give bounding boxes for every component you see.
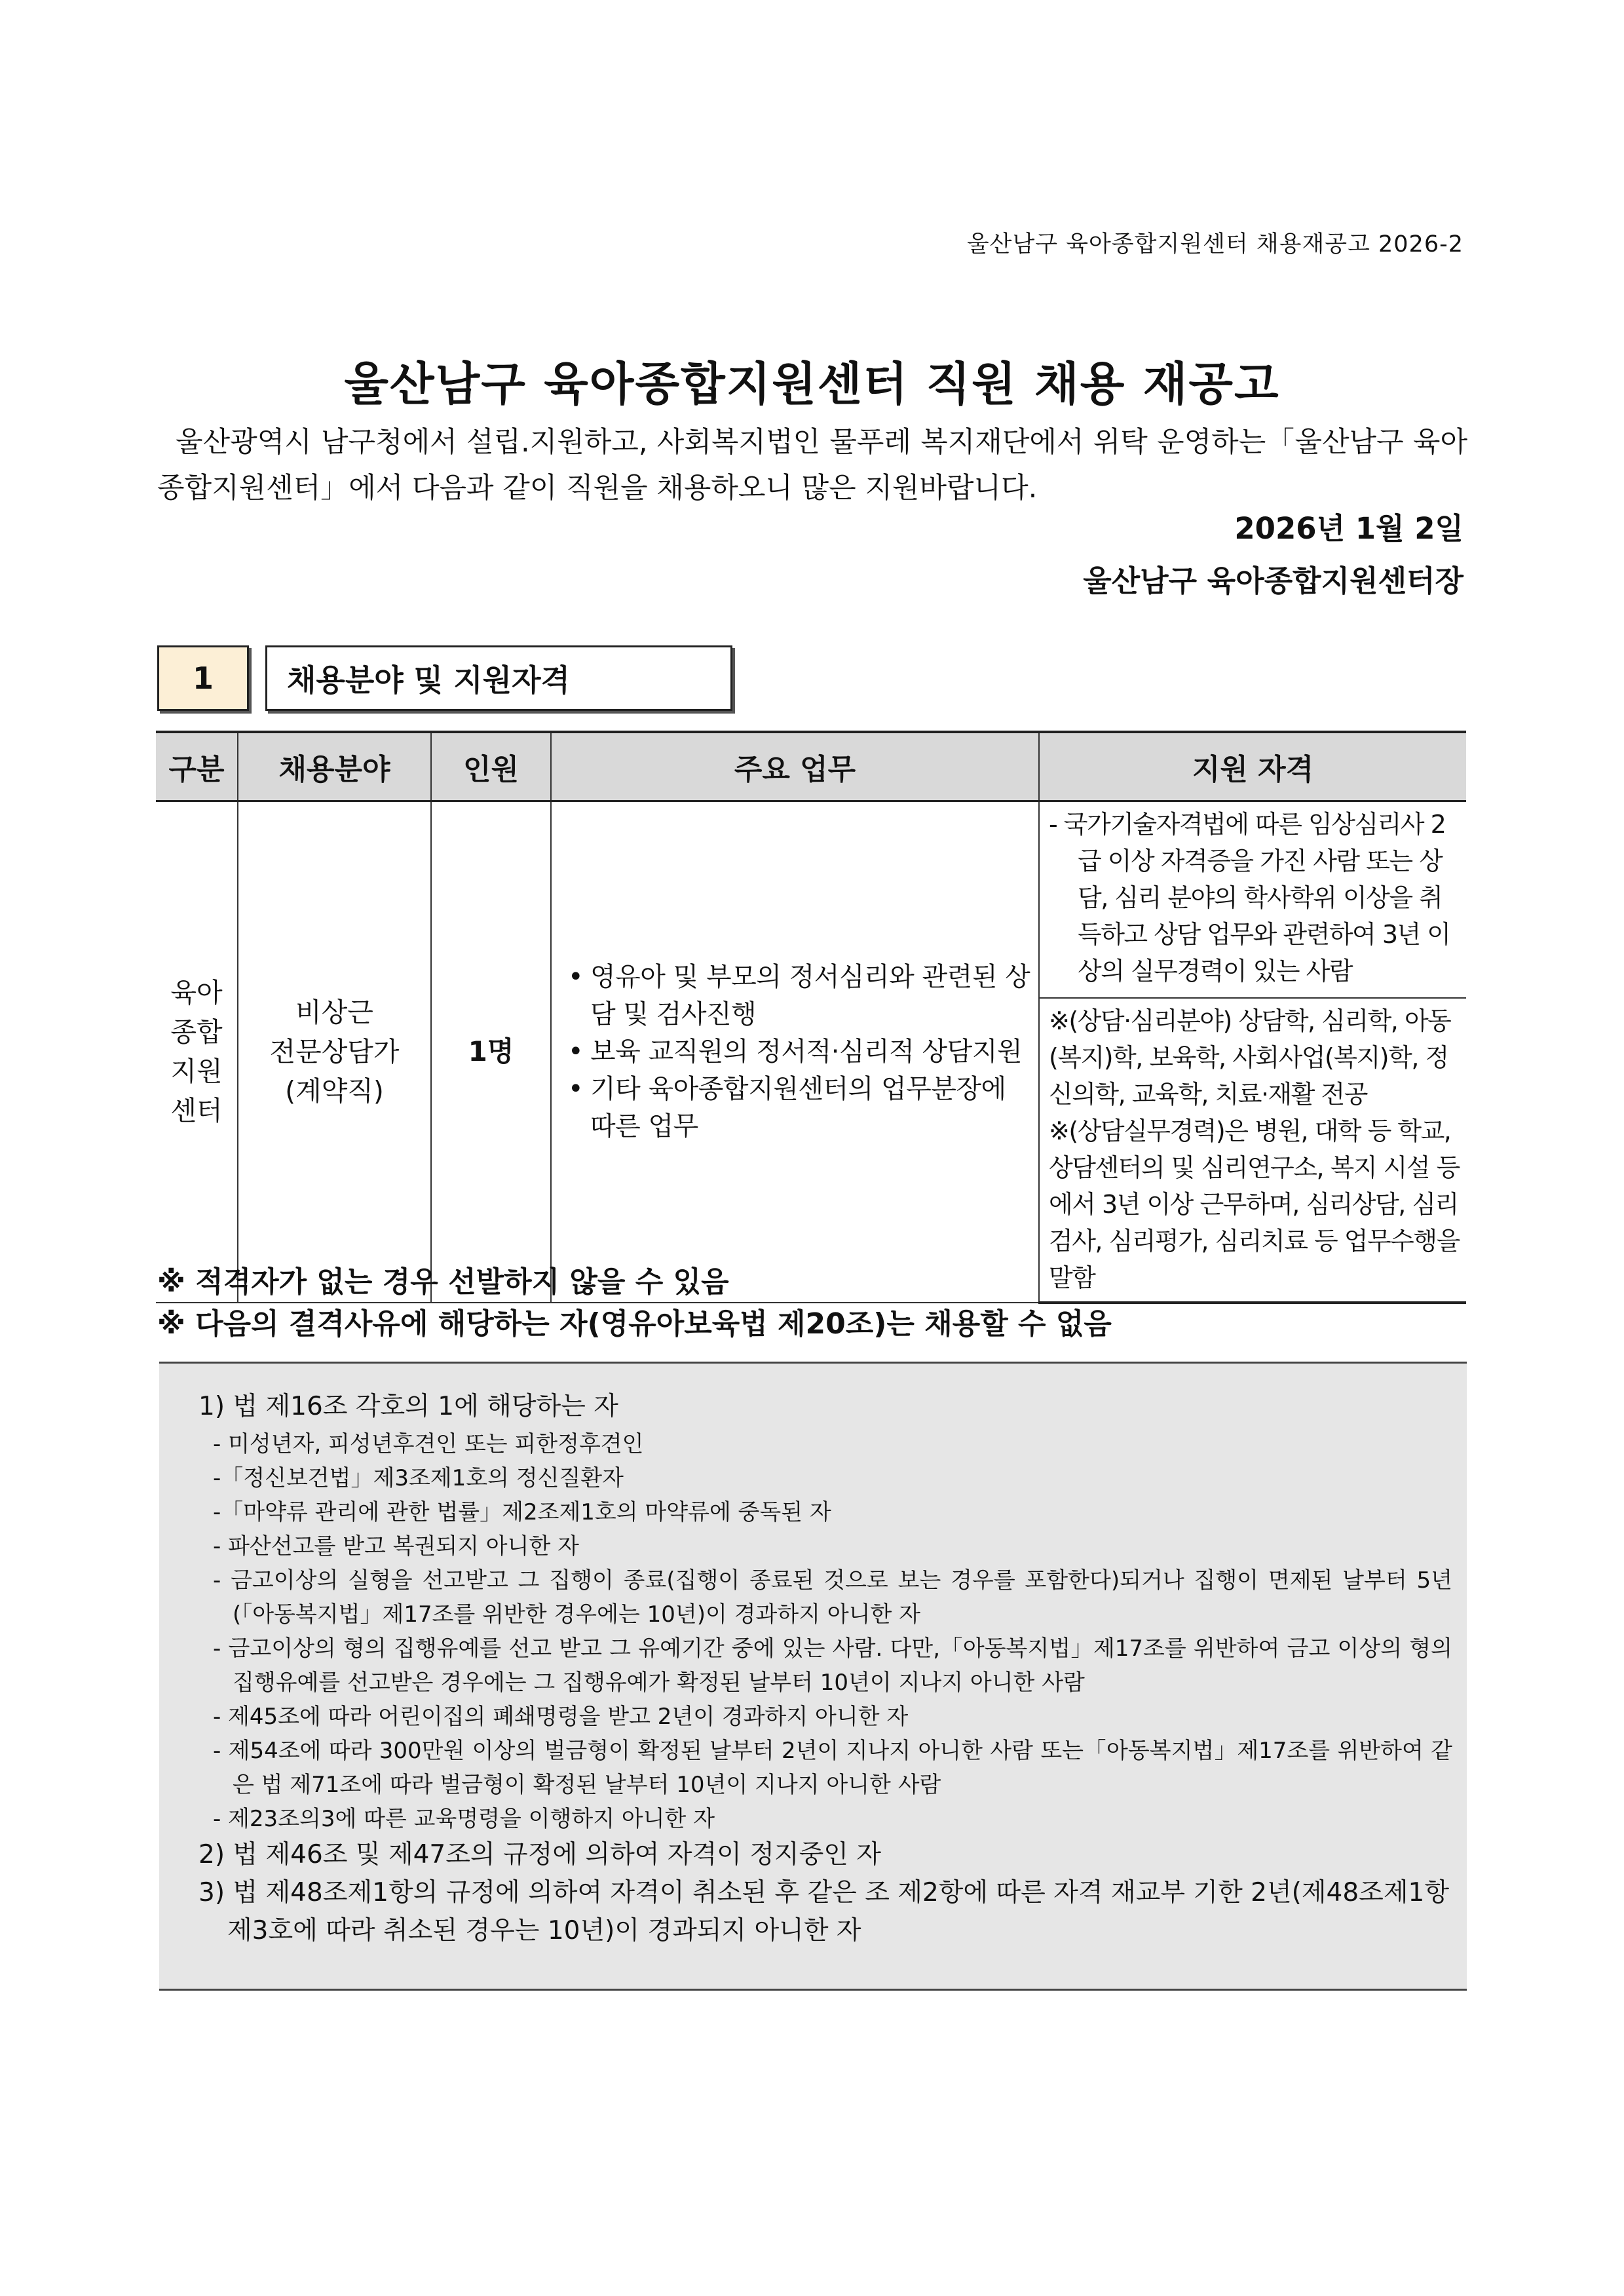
disqualification-subitem: -「정신보건법」제3조제1호의 정신질환자	[213, 1465, 624, 1491]
qualification-text: - 국가기술자격법에 따른 임상심리사 2급 이상 자격증을 가진 사람 또는 상담, 심리 분야의 학사학위 이상을 취득하고 상담 업무와 관련하여 3년 이상의 실무경력이 있는 사람	[1049, 810, 1450, 985]
disqualification-box	[159, 1362, 1467, 1991]
qualification-note: ※(상담·심리분야) 상담학, 심리학, 아동(복지)학, 보육학, 사회사업(복지)학, 정신의학, 교육학, 치료·재활 전공	[1049, 1006, 1451, 1109]
duty-item: • 기타 육아종합지원센터의 업무분장에 따른 업무	[564, 1071, 1038, 1145]
qualification-note: ※(상담실무경력)은 병원, 대학 등 학교, 상담센터의 및 심리연구소, 복지 시설 등에서 3년 이상 근무하며, 심리상담, 심리검사, 심리평가, 심리치료 등 업무수행을 말함	[1049, 1116, 1460, 1292]
disqualification-subitem: -「마약류 관리에 관한 법률」제2조제1호의 마약류에 중독된 자	[213, 1499, 831, 1525]
note-item: ※ 적격자가 없는 경우 선발하지 않을 수 있음	[157, 1265, 729, 1299]
disqualification-subitem: - 금고이상의 실형을 선고받고 그 집행이 종료(집행이 종료된 것으로 보는 경우를 포함한다)되거나 집행이 면제된 날부터 5년(「아동복지법」제17조를 위반한 경우에는 10년)이 경과하지 아니한 자	[213, 1567, 1452, 1628]
notes	[157, 1261, 1112, 1345]
notice-number: 울산남구 육아종합지원센터 채용재공고 2026-2	[966, 231, 1463, 258]
section-number: 1	[157, 645, 249, 711]
disqualification-subitem: - 파산선고를 받고 복권되지 아니한 자	[213, 1533, 579, 1559]
page-title: 울산남구 육아종합지원센터 직원 채용 재공고	[344, 357, 1280, 411]
duty-item: • 보육 교직원의 정서적·심리적 상담지원	[564, 1033, 1038, 1071]
disqualification-subitem: - 금고이상의 형의 집행유예를 선고 받고 그 유예기간 중에 있는 사람. 다만,「아동복지법」제17조를 위반하여 금고 이상의 형의 집행유예를 선고받은 경우에는 그 집행유예가 확정된 날부터 10년이 지나지 아니한 사람	[213, 1636, 1452, 1696]
table-header-row	[156, 732, 1466, 801]
signatory: 울산남구 육아종합지원센터장	[1083, 564, 1463, 598]
note-item: ※ 다음의 결격사유에 해당하는 자(영유아보육법 제20조)는 채용할 수 없음	[157, 1307, 1112, 1341]
cell-count: 1명	[431, 801, 551, 1303]
disqualification-item: 2) 법 제46조 및 제47조의 규정에 의하여 자격이 정지중인 자	[198, 1840, 882, 1869]
notice-date: 2026년 1월 2일	[1234, 511, 1463, 546]
table-row	[156, 801, 1466, 998]
cell-field: 비상근 전문상담가 (계약직)	[238, 801, 431, 1303]
intro-paragraph	[157, 419, 1467, 511]
disqualification-subitem: - 미성년자, 피성년후견인 또는 피한정후견인	[213, 1431, 644, 1457]
cell-duties	[551, 801, 1039, 1303]
header-qualifications: 지원 자격	[1039, 732, 1466, 801]
recruitment-table	[156, 731, 1466, 1304]
cell-category: 육아 종합 지원 센터	[156, 801, 238, 1303]
intro-text: 울산광역시 남구청에서 설립.지원하고, 사회복지법인 물푸레 복지재단에서 위탁 운영하는「울산남구 육아종합지원센터」에서 다음과 같이 직원을 채용하오니 많은 지원바랍니다.	[157, 426, 1467, 505]
duties-list	[552, 959, 1038, 1145]
disqualification-item: 3) 법 제48조제1항의 규정에 의하여 자격이 취소된 후 같은 조 제2항에 따른 자격 재교부 기한 2년(제48조제1항제3호에 따라 취소된 경우는 10년)이 경과되지 아니한 자	[198, 1878, 1449, 1945]
duty-item: • 영유아 및 부모의 정서심리와 관련된 상담 및 검사진행	[564, 959, 1038, 1033]
disqualification-item: 1) 법 제16조 각호의 1에 해당하는 자	[198, 1392, 618, 1421]
section-title: 채용분야 및 지원자격	[265, 645, 732, 711]
disqualification-subitem: - 제54조에 따라 300만원 이상의 벌금형이 확정된 날부터 2년이 지나지 아니한 사람 또는「아동복지법」제17조를 위반하여 같은 법 제71조에 따라 벌금형이 확정된 날부터 10년이 지나지 아니한 사람	[213, 1738, 1452, 1798]
cell-qualification-notes	[1039, 998, 1466, 1303]
header-field: 채용분야	[238, 732, 431, 801]
header-duties: 주요 업무	[551, 732, 1039, 801]
header-count: 인원	[431, 732, 551, 801]
header-category: 구분	[156, 732, 238, 801]
cell-qualification-main	[1039, 801, 1466, 998]
disqualification-subitem: - 제23조의3에 따른 교육명령을 이행하지 아니한 자	[213, 1806, 715, 1832]
disqualification-subitem: - 제45조에 따라 어린이집의 폐쇄명령을 받고 2년이 경과하지 아니한 자	[213, 1704, 909, 1730]
